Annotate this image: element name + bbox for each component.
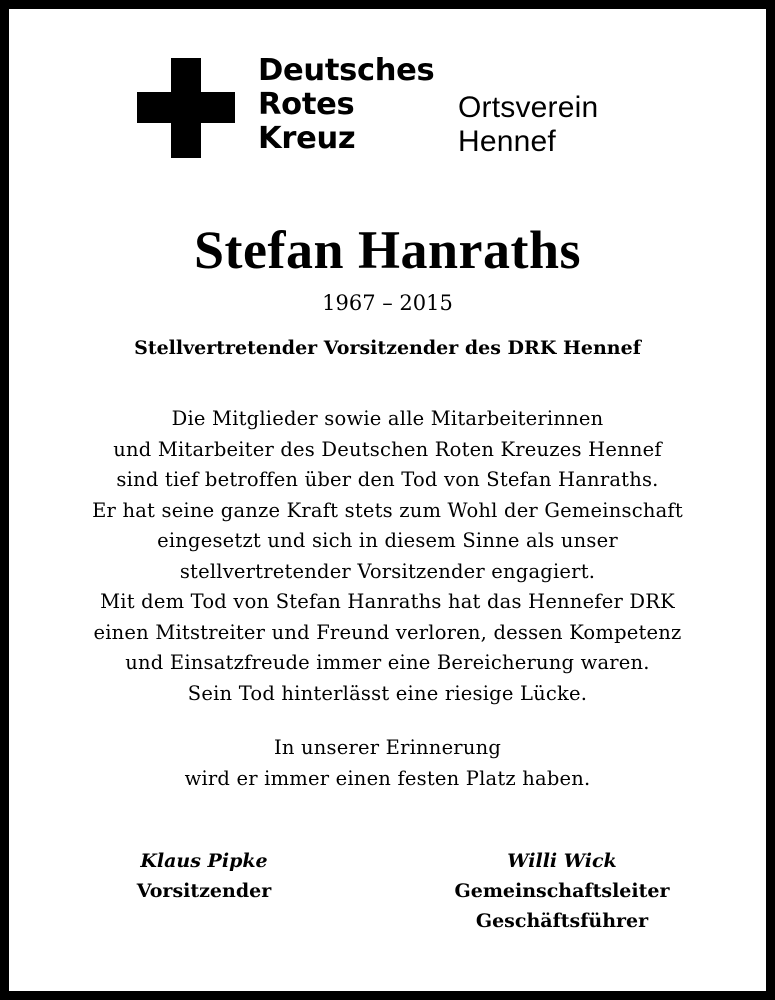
deceased-role: Stellvertretender Vorsitzender des DRK Hennef (134, 337, 641, 359)
text-line: Er hat seine ganze Kraft stets zum Wohl der Gemeinschaft (92, 498, 683, 522)
cross-horizontal-bar (137, 92, 235, 123)
life-years: 1967 – 2015 (322, 291, 453, 315)
drk-logo (137, 53, 637, 158)
signatory-name: Klaus Pipke (140, 850, 268, 872)
text-line: Mit dem Tod von Stefan Hanraths hat das Hennefer DRK (100, 590, 675, 613)
signature-right (432, 846, 692, 936)
signature-left (104, 846, 304, 906)
organization-name (258, 54, 434, 156)
text-line: wird er immer einen festen Platz haben. (184, 766, 591, 790)
text-line: und Mitarbeiter des Deutschen Roten Kreuzes Hennef (113, 437, 662, 461)
organization-branch-line: Hennef (458, 125, 556, 158)
signatory-name: Willi Wick (507, 850, 617, 872)
signatory-title: Gemeinschaftsleiter (454, 880, 670, 902)
organization-branch-line: Ortsverein (458, 91, 599, 124)
text-line: stellvertretender Vorsitzender engagiert. (179, 559, 596, 583)
organization-branch (458, 91, 598, 159)
signatory-title: Geschäftsführer (475, 910, 649, 932)
deceased-name: Stefan Hanraths (193, 220, 582, 280)
closing-text (0, 733, 775, 794)
text-line: sind tief betroffen über den Tod von Stefan Hanraths. (116, 468, 659, 491)
text-line: und Einsatzfreude immer eine Bereicherung waren. (125, 651, 650, 674)
organization-name-line: Rotes (258, 87, 355, 122)
text-line: eingesetzt und sich in diesem Sinne als unser (157, 529, 618, 552)
text-line: einen Mitstreiter und Freund verloren, dessen Kompetenz (93, 620, 682, 644)
text-line: Die Mitglieder sowie alle Mitarbeiterinnen (171, 407, 604, 430)
text-line: Sein Tod hinterlässt eine riesige Lücke. (187, 681, 588, 705)
organization-name-line: Kreuz (258, 121, 356, 156)
signatory-title: Vorsitzender (136, 880, 272, 902)
condolence-text (0, 404, 775, 709)
text-line: In unserer Erinnerung (273, 736, 502, 759)
organization-name-line: Deutsches (258, 53, 435, 88)
